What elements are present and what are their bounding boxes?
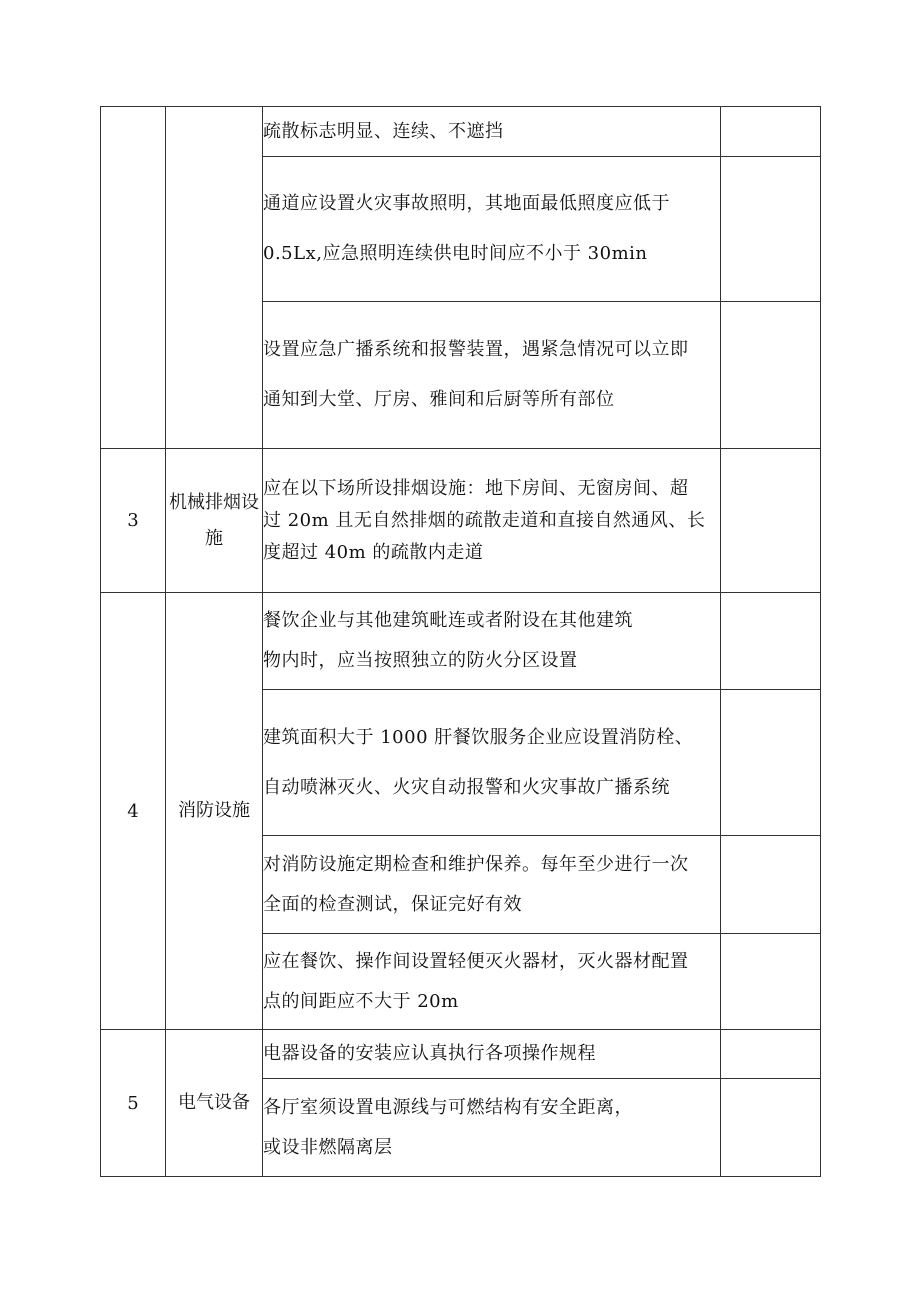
requirement-text: 全面的检查测试，保证完好有效 (263, 893, 522, 915)
section-number: 5 (101, 1030, 166, 1177)
requirement-text: 建筑面积大于 1000 肝餐饮服务企业应设置消防栓、 (263, 726, 694, 748)
check-cell[interactable] (721, 107, 821, 157)
requirement-text: 应在以下场所设排烟设施：地下房间、无窗房间、超 (263, 477, 689, 499)
requirement-text: 过 20m 且无自然排烟的疏散走道和直接自然通风、长 (263, 509, 706, 531)
check-cell[interactable] (721, 690, 821, 836)
check-cell[interactable] (721, 836, 821, 934)
requirement-text: 对消防设施定期检查和维护保养。每年至少进行一次 (263, 853, 689, 875)
check-cell[interactable] (721, 449, 821, 593)
requirement-cell (263, 836, 721, 934)
section-category: 消防设施 (166, 593, 263, 1030)
check-cell[interactable] (721, 1030, 821, 1079)
requirement-cell (263, 157, 721, 302)
requirement-cell (263, 302, 721, 449)
requirement-cell (263, 593, 721, 690)
check-cell[interactable] (721, 934, 821, 1030)
requirement-text: 各厅室须设置电源线与可燃结构有安全距离， (263, 1096, 633, 1118)
category-cell-continued (166, 107, 263, 449)
table-row (101, 593, 821, 690)
section-number: 4 (101, 593, 166, 1030)
requirement-text: 通道应设置火灾事故照明，其地面最低照度应低于 (263, 193, 670, 214)
requirement-text: 电器设备的安装应认真执行各项操作规程 (263, 1043, 596, 1064)
requirement-text: 应在餐饮、操作间设置轻便灭火器材，灭火器材配置 (263, 950, 689, 972)
requirement-text: 度超过 40m 的疏散内走道 (263, 541, 484, 563)
requirement-cell (263, 1079, 721, 1177)
table-row (101, 107, 821, 157)
requirement-cell (263, 449, 721, 593)
table-row (101, 1030, 821, 1079)
requirement-text: 通知到大堂、厅房、雅间和后厨等所有部位 (263, 389, 615, 410)
requirement-text: 设置应急广播系统和报警装置，遇紧急情况可以立即 (263, 339, 689, 360)
check-cell[interactable] (721, 1079, 821, 1177)
requirement-cell (263, 1030, 721, 1079)
section-category: 机械排烟设施 (166, 449, 263, 593)
requirement-cell (263, 934, 721, 1030)
requirement-cell (263, 107, 721, 157)
requirement-text: 餐饮企业与其他建筑毗连或者附设在其他建筑 (263, 610, 633, 631)
requirement-text: 0.5Lx,应急照明连续供电时间应不小于 30min (263, 243, 648, 264)
check-cell[interactable] (721, 157, 821, 302)
number-cell-continued (101, 107, 166, 449)
check-cell[interactable] (721, 302, 821, 449)
requirement-text: 物内时，应当按照独立的防火分区设置 (263, 650, 578, 671)
requirement-text: 或设非燃隔离层 (263, 1136, 393, 1158)
fire-safety-checklist-table (100, 106, 821, 1177)
table-row (101, 449, 821, 593)
requirement-text: 点的间距应不大于 20m (263, 990, 459, 1012)
section-number: 3 (101, 449, 166, 593)
requirement-text: 疏散标志明显、连续、不遮挡 (263, 120, 504, 142)
section-category: 电气设备 (166, 1030, 263, 1177)
check-cell[interactable] (721, 593, 821, 690)
requirement-text: 自动喷淋灭火、火灾自动报警和火灾事故广播系统 (263, 776, 670, 798)
requirement-cell (263, 690, 721, 836)
